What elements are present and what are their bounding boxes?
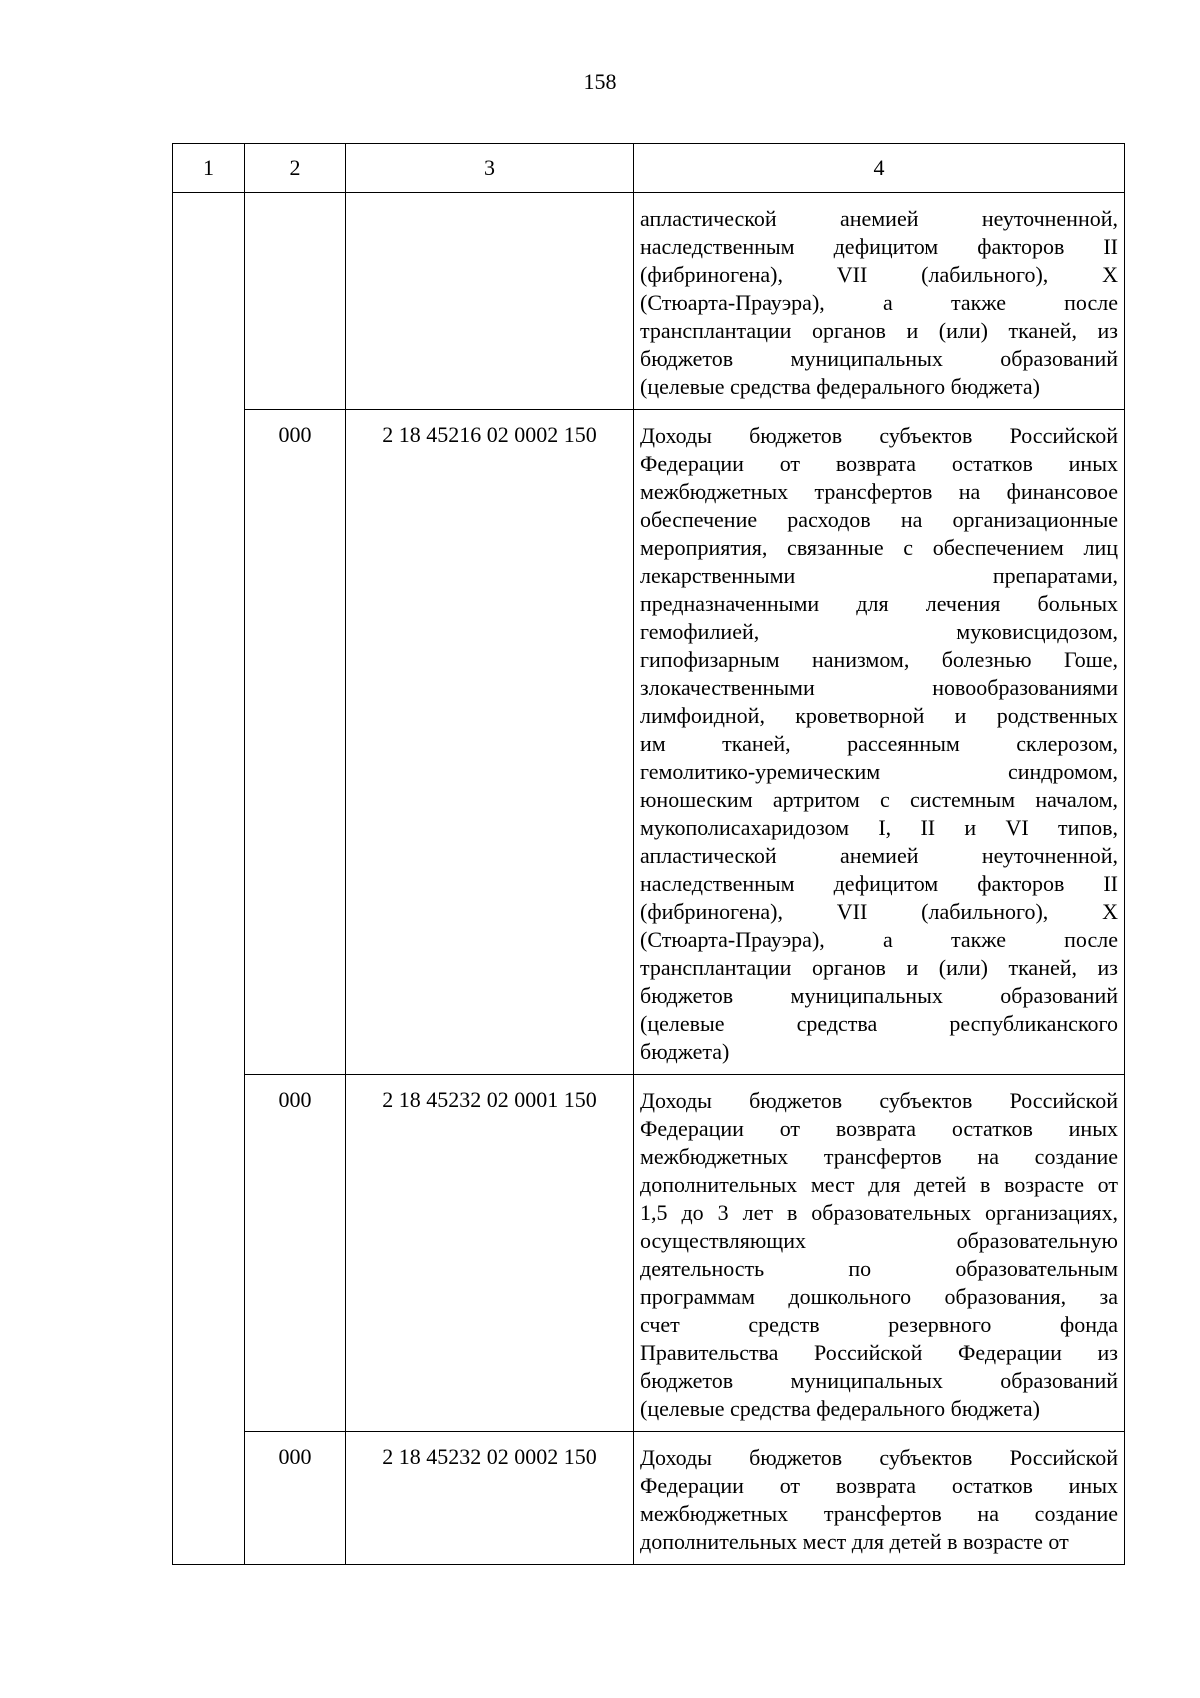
description-line: дополнительных мест для детей в возрасте от	[640, 1172, 1118, 1197]
cell-col-1	[173, 410, 245, 1075]
cell-code-admin: 000	[245, 410, 346, 1075]
description-line: наследственным дефицитом факторов II	[640, 234, 1118, 259]
cell-description	[634, 410, 1125, 1075]
description-line: деятельность по образовательным	[640, 1256, 1118, 1281]
cell-budget-code: 2 18 45216 02 0002 150	[346, 410, 634, 1075]
cell-col-1	[173, 1075, 245, 1432]
header-col-4: 4	[634, 144, 1125, 193]
description-line: обеспечение расходов на организационные	[640, 507, 1118, 532]
description-line: Доходы бюджетов субъектов Российской	[640, 1088, 1118, 1113]
description-line: счет средств резервного фонда	[640, 1312, 1118, 1337]
description-line: Федерации от возврата остатков иных	[640, 451, 1118, 476]
description-line: лимфоидной, кроветворной и родственных	[640, 703, 1118, 728]
page-number: 158	[583, 69, 617, 94]
cell-description	[634, 1432, 1125, 1565]
description-line: Федерации от возврата остатков иных	[640, 1473, 1118, 1498]
cell-description	[634, 193, 1125, 410]
table-header-row	[173, 144, 1125, 193]
description-line: им тканей, рассеянным склерозом,	[640, 731, 1118, 756]
description-line: (фибриногена), VII (лабильного), X	[640, 262, 1118, 287]
description-line: Доходы бюджетов субъектов Российской	[640, 423, 1118, 448]
table-row	[173, 193, 1125, 410]
description-line: Доходы бюджетов субъектов Российской	[640, 1445, 1118, 1470]
description-line: мероприятия, связанные с обеспечением лиц	[640, 535, 1118, 560]
description-line: 1,5 до 3 лет в образовательных организациях,	[640, 1200, 1118, 1225]
description-line: межбюджетных трансфертов на финансовое	[640, 479, 1118, 504]
header-col-1: 1	[173, 144, 245, 193]
cell-code-admin	[245, 193, 346, 410]
description-line: злокачественными новообразованиями	[640, 675, 1118, 700]
header-col-3: 3	[346, 144, 634, 193]
description-line: мукополисахаридозом I, II и VI типов,	[640, 815, 1118, 840]
description-line: программам дошкольного образования, за	[640, 1284, 1118, 1309]
description-line: наследственным дефицитом факторов II	[640, 871, 1118, 896]
cell-budget-code: 2 18 45232 02 0002 150	[346, 1432, 634, 1565]
description-line: Федерации от возврата остатков иных	[640, 1116, 1118, 1141]
description-line: (целевые средства федерального бюджета)	[640, 374, 1040, 399]
table-row	[173, 1432, 1125, 1565]
description-line: апластической анемией неуточненной,	[640, 843, 1118, 868]
cell-code-admin: 000	[245, 1075, 346, 1432]
cell-col-1	[173, 193, 245, 410]
description-line: трансплантации органов и (или) тканей, из	[640, 318, 1118, 343]
description-line: (Стюарта-Прауэра), а также после	[640, 927, 1118, 952]
description-line: Правительства Российской Федерации из	[640, 1340, 1118, 1365]
description-line: юношеским артритом с системным началом,	[640, 787, 1118, 812]
table-row	[173, 410, 1125, 1075]
description-line: дополнительных мест для детей в возрасте от	[640, 1529, 1069, 1554]
description-line: бюджетов муниципальных образований	[640, 1368, 1118, 1393]
description-line: трансплантации органов и (или) тканей, из	[640, 955, 1118, 980]
description-line: межбюджетных трансфертов на создание	[640, 1144, 1118, 1169]
cell-description	[634, 1075, 1125, 1432]
description-line: лекарственными препаратами,	[640, 563, 1118, 588]
description-line: (целевые средства федерального бюджета)	[640, 1396, 1040, 1421]
cell-col-1	[173, 1432, 245, 1565]
header-col-2: 2	[245, 144, 346, 193]
description-line: межбюджетных трансфертов на создание	[640, 1501, 1118, 1526]
table-row	[173, 1075, 1125, 1432]
budget-codes-table	[172, 143, 1125, 1565]
cell-budget-code: 2 18 45232 02 0001 150	[346, 1075, 634, 1432]
description-line: гемолитико-уремическим синдромом,	[640, 759, 1118, 784]
description-line: (фибриногена), VII (лабильного), X	[640, 899, 1118, 924]
description-line: (Стюарта-Прауэра), а также после	[640, 290, 1118, 315]
description-line: гемофилией, муковисцидозом,	[640, 619, 1118, 644]
description-line: (целевые средства республиканского	[640, 1011, 1118, 1036]
cell-budget-code	[346, 193, 634, 410]
description-line: бюджета)	[640, 1039, 730, 1064]
description-line: осуществляющих образовательную	[640, 1228, 1118, 1253]
cell-code-admin: 000	[245, 1432, 346, 1565]
description-line: бюджетов муниципальных образований	[640, 983, 1118, 1008]
description-line: гипофизарным нанизмом, болезнью Гоше,	[640, 647, 1118, 672]
description-line: бюджетов муниципальных образований	[640, 346, 1118, 371]
description-line: предназначенными для лечения больных	[640, 591, 1118, 616]
description-line: апластической анемией неуточненной,	[640, 206, 1118, 231]
